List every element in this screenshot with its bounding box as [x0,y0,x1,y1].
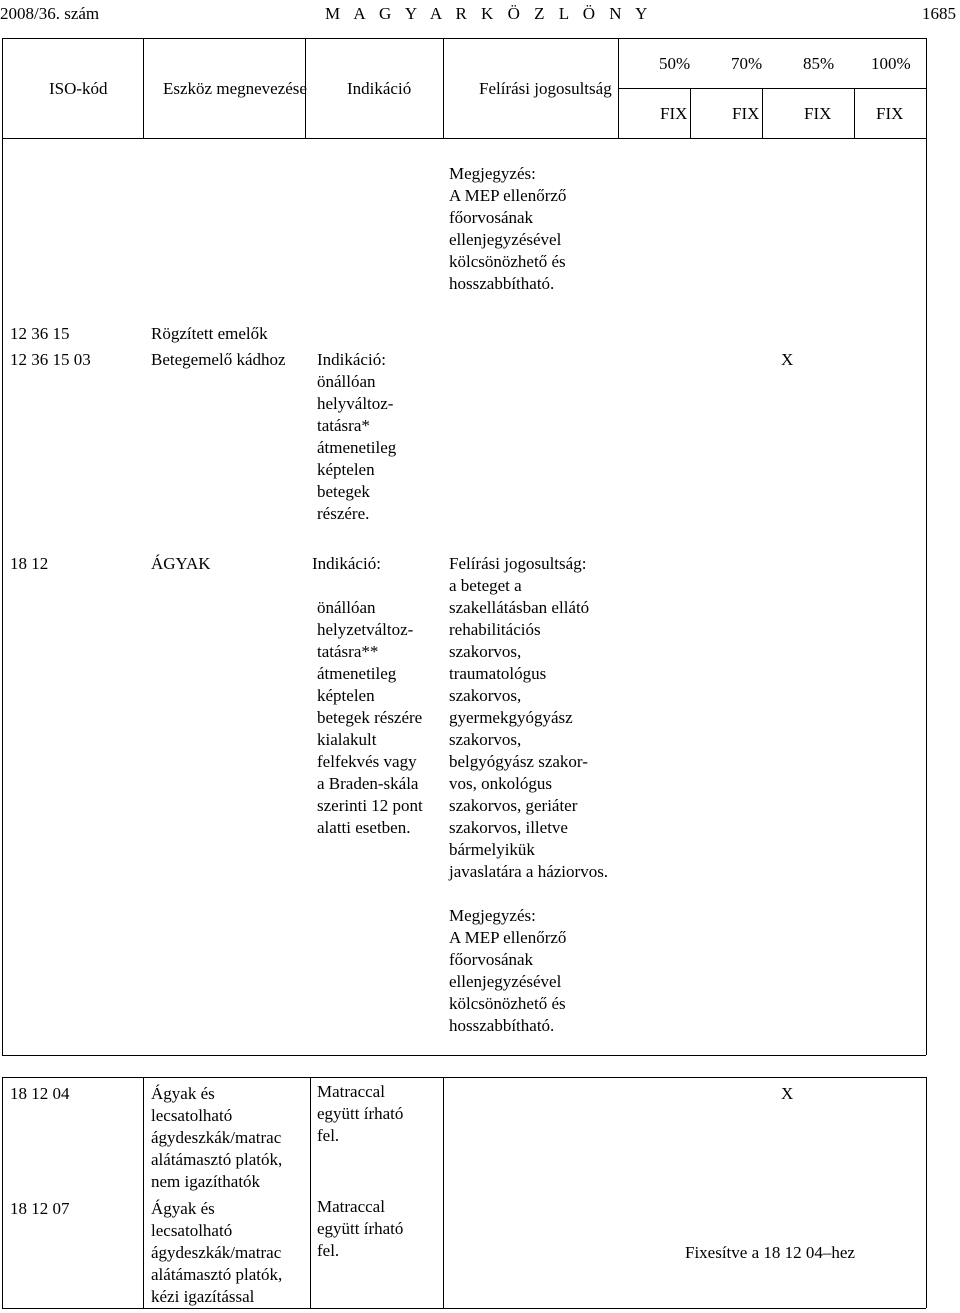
column-header-indication: Indikáció [347,79,412,98]
row-12-36-15-03-name: Betegemelő kádhoz [151,350,286,369]
page-title: M A G Y A R K Ö Z L Ö N Y [325,4,653,23]
row-12-36-15-03-indication: Indikáció: önállóan helyváltoz- tatásra* átmenetileg képtelen betegek részére. [317,350,397,523]
row-18-12-04-indication: Matraccal együtt írható fel. [317,1082,404,1145]
page-number: 1685 [922,4,956,23]
column-header-fix-70: FIX [732,104,760,123]
row-18-12-indication: önállóan helyzetváltoz- tatásra** átmenetileg képtelen betegek részére kialakult felfekvés vagy a Braden-skála szerinti 12 pont alatti esetben. [317,598,423,837]
row-18-12-iso: 18 12 [10,554,49,573]
column-header-iso: ISO-kód [49,79,108,98]
row-18-12-name: ÁGYAK [151,554,211,573]
row-18-12-07-indication: Matraccal együtt írható fel. [317,1197,404,1260]
row-12-36-15-iso: 12 36 15 [10,324,70,343]
row-18-12-07-iso: 18 12 07 [10,1199,70,1218]
column-header-85: 85% [803,54,835,73]
row-12-36-15-03-mark: X [781,350,794,369]
row-12-36-15-03-iso: 12 36 15 03 [10,350,91,369]
row-18-12-07-fix-note: Fixesítve a 18 12 04–hez [685,1243,855,1262]
row-18-12-prescription: Felírási jogosultság: a beteget a szakellátásban ellátó rehabilitációs szakorvos, traumatológus szakorvos, gyermekgyógyász szakorvos, belgyógyász szakor- vos, onkológus szakorvos, geriáter szakorvos, illetve bármelyikük javaslatára a háziorvos. [449,554,609,881]
column-header-fix-85: FIX [804,104,832,123]
row-18-12-07-name: Ágyak és lecsatolható ágydeszkák/matrac alátámasztó platók, kézi igazítással [151,1199,283,1306]
column-header-prescription: Felírási jogosultság [479,79,612,98]
row-18-12-note: Megjegyzés: A MEP ellenőrző főorvosának ellenjegyzésével kölcsönözhető és hosszabbítható. [449,906,567,1035]
row-18-12-indication-head: Indikáció: [312,554,381,573]
column-header-50: 50% [659,54,691,73]
column-header-70: 70% [731,54,763,73]
top-note: Megjegyzés: A MEP ellenőrző főorvosának ellenjegyzésével kölcsönözhető és hosszabbítható. [449,164,567,293]
issue-number: 2008/36. szám [0,4,100,23]
row-18-12-04-iso: 18 12 04 [10,1084,70,1103]
row-18-12-04-name: Ágyak és lecsatolható ágydeszkák/matrac alátámasztó platók, nem igazíthatók [151,1084,283,1191]
column-header-100: 100% [871,54,911,73]
column-header-fix-100: FIX [876,104,904,123]
row-12-36-15-name: Rögzített emelők [151,324,268,343]
row-18-12-04-mark: X [781,1084,794,1103]
column-header-fix-50: FIX [660,104,688,123]
column-header-name: Eszköz megnevezése [163,79,307,98]
